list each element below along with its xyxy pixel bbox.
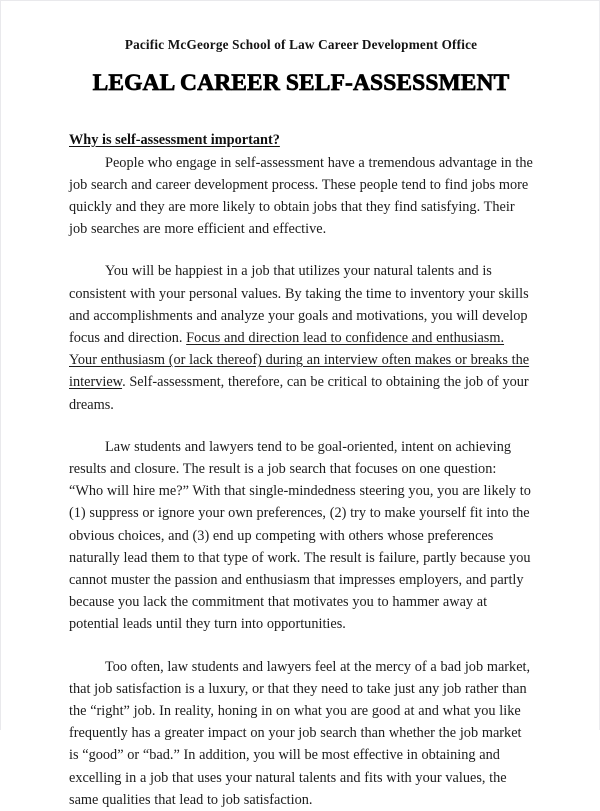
paragraph-goal-oriented: Law students and lawyers tend to be goal-oriented, intent on achieving results and closure. The result is a job search that focuses on one question: “Who will hire me?” With that single-mindedness steering you, you are likely to (1) suppress or ignore your own preferences, (2) try to make yourself fit into the obvious choices, and (3) end up competing with others whose preferences naturally lead them to that type of work. The result is failure, partly because you cannot muster the passion and enthusiasm that impresses employers, and partly because you lack the commitment that motivates you to hammer away at potential leads until they turn into opportunities. [69, 438, 531, 633]
paragraph-importance: People who engage in self-assessment have a tremendous advantage in the job search and career development process. These people tend to find jobs more quickly and they are more likely to obtain jobs that they find satisfying. Their job searches are more efficient and effective. [69, 154, 533, 238]
paragraph-happiest-part-one: You will be happiest in a job that utilizes your natural talents and is consistent with your personal values. By taking the time to inventory your skills and accomplishments and analyze your goals and motivations, you will develop focus and direction. [69, 263, 529, 346]
document-title: LEGAL CAREER SELF-ASSESSMENT [92, 69, 510, 96]
paragraph-bad-job-market: Too often, law students and lawyers feel at the mercy of a bad job market, that job satisfaction is a luxury, or that they need to take just any job rather than the “right” job. In reality, honing in on what you are good at and what you like frequently has a greater impact on your job search than whether the job market is “good” or “bad.” In addition, you will be most effective in obtaining and excelling in a job that uses your natural talents and fits with your values, the same qualities that lead to job satisfaction. [69, 658, 531, 808]
document-subtitle: Pacific McGeorge School of Law Career Development Office [124, 37, 478, 52]
paragraph-happiest-in-job [69, 240, 533, 415]
section-heading-why-self-assessment: Why is self-assessment important? [69, 132, 280, 149]
paragraph-happiest-part-three: . Self-assessment, therefore, can be critical to obtaining the job of your dreams. [69, 374, 529, 413]
document-content [69, 1, 533, 811]
paragraph-happiest-underlined-emphasis: Focus and direction lead to confidence and enthusiasm. Your enthusiasm (or lack thereof) during an interview often makes or breaks the interview [69, 329, 530, 391]
